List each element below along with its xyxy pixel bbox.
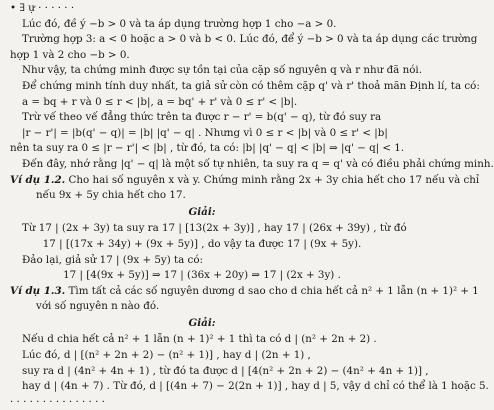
text-line xyxy=(10,110,394,126)
line-text: Như vậy, ta chứng minh được sự tồn tại của cặp số nguyên q và r như đã nói. xyxy=(22,64,422,77)
line-text: |r − r'| = |b(q' − q)| = |b| |q' − q| . Nhưng vì 0 ≤ r < |b| và 0 ≤ r' < |b| xyxy=(22,126,388,139)
line-text: Cho hai số nguyên x và y. Chứng minh rằng 2x + 3y chia hết cho 17 nếu và chỉ xyxy=(65,173,480,186)
text-line xyxy=(10,63,422,79)
text-line xyxy=(10,48,394,64)
text-line xyxy=(10,17,394,33)
line-text: Lúc đó, đề ý −b > 0 và ta áp dụng trường hợp 1 cho −a > 0. xyxy=(22,17,337,30)
text-line xyxy=(10,348,394,364)
line-text: Tìm tất cả các số nguyên dương d sao cho d chia hết cả n² + 1 lẫn (n + 1)² + 1 xyxy=(65,284,479,297)
example-label: Ví dụ 1.2. xyxy=(10,173,66,186)
text-line xyxy=(10,1,394,17)
text-line xyxy=(10,364,429,380)
line-text: Trừ vế theo vế đẳng thức trên ta được r − r' = b(q' − q), từ đó suy ra xyxy=(22,111,382,124)
section-heading xyxy=(10,205,394,221)
text-line xyxy=(10,379,489,395)
text-line xyxy=(10,332,394,348)
line-text: Đến đây, nhớ rằng |q' − q| là một số tự nhiên, ta suy ra q = q' và có điều phải chứng minh. xyxy=(22,157,494,170)
text-line xyxy=(10,188,394,204)
line-text: Đảo lại, giả sử 17 | (9x + 5y) ta có: xyxy=(22,253,203,266)
text-line xyxy=(10,237,394,253)
line-text: Nếu d chia hết cả n² + 1 lẫn (n + 1)² + 1 thì ta có d | (n² + 2n + 2) . xyxy=(22,333,377,346)
line-text: hợp 1 và 2 cho −b > 0. xyxy=(10,48,130,61)
text-line xyxy=(10,79,480,95)
text-line xyxy=(10,253,394,269)
line-text: Trường hợp 3: a < 0 hoặc a > 0 và b < 0. Lúc đó, để ý −b > 0 và ta áp dụng các trường xyxy=(22,33,478,46)
text-line xyxy=(10,299,394,315)
line-text: · · · · · · · · · · · · · · · xyxy=(10,395,105,408)
line-text: Để chứng minh tính duy nhất, ta giả sử còn có thêm cặp q' và r' thoả mãn Định lí, ta có: xyxy=(22,79,480,92)
line-text: suy ra d | (4n² + 4n + 1) , từ đó ta được d | [4(n² + 2n + 2) − (4n² + 4n + 1)] , xyxy=(22,364,429,377)
text-line xyxy=(10,141,405,157)
line-text: Lúc đó, d | [(n² + 2n + 2) − (n² + 1)] , hay d | (2n + 1) , xyxy=(22,349,311,362)
text-line xyxy=(10,284,479,300)
line-text: a = bq + r và 0 ≤ r < |b|, a = bq' + r' và 0 ≤ r' < |b|. xyxy=(22,95,298,108)
section-heading xyxy=(10,316,394,332)
text-line xyxy=(10,157,494,173)
line-text: 17 | [(17x + 34y) + (9x + 5y)] , do vậy ta được 17 | (9x + 5y). xyxy=(42,237,362,250)
text-line xyxy=(10,126,394,142)
text-line xyxy=(10,221,407,237)
line-text: hay d | (4n + 7) . Từ đó, d | [(4n + 7) − 2(2n + 1)] , hay d | 5, vậy d chỉ có thể là 1 hoặc 5. xyxy=(22,380,489,393)
line-text: Từ 17 | (2x + 3y) ta suy ra 17 | [13(2x + 3y)] , hay 17 | (26x + 39y) , từ đó xyxy=(22,222,407,235)
line-text: với số nguyên n nào đó. xyxy=(36,300,160,313)
line-text: nên ta suy ra 0 ≤ |r − r'| < |b| , từ đó, ta có: |b| |q' − q| < |b| ⇒ |q' − q| < 1. xyxy=(10,142,405,155)
line-text: Giải: xyxy=(188,316,216,329)
line-text: 17 | [4(9x + 5y)] ⇒ 17 | (36x + 20y) ⇒ 17 | (2x + 3y) . xyxy=(63,269,341,282)
line-text: Giải: xyxy=(188,205,216,218)
text-line xyxy=(10,95,394,111)
line-text: nếu 9x + 5y chia hết cho 17. xyxy=(36,189,186,202)
line-text: • ∃ ự · · · · · · xyxy=(10,2,75,14)
text-line xyxy=(10,32,478,48)
text-line xyxy=(10,173,480,189)
text-line xyxy=(10,268,394,284)
text-line xyxy=(10,395,394,410)
example-label: Ví dụ 1.3. xyxy=(10,284,66,297)
